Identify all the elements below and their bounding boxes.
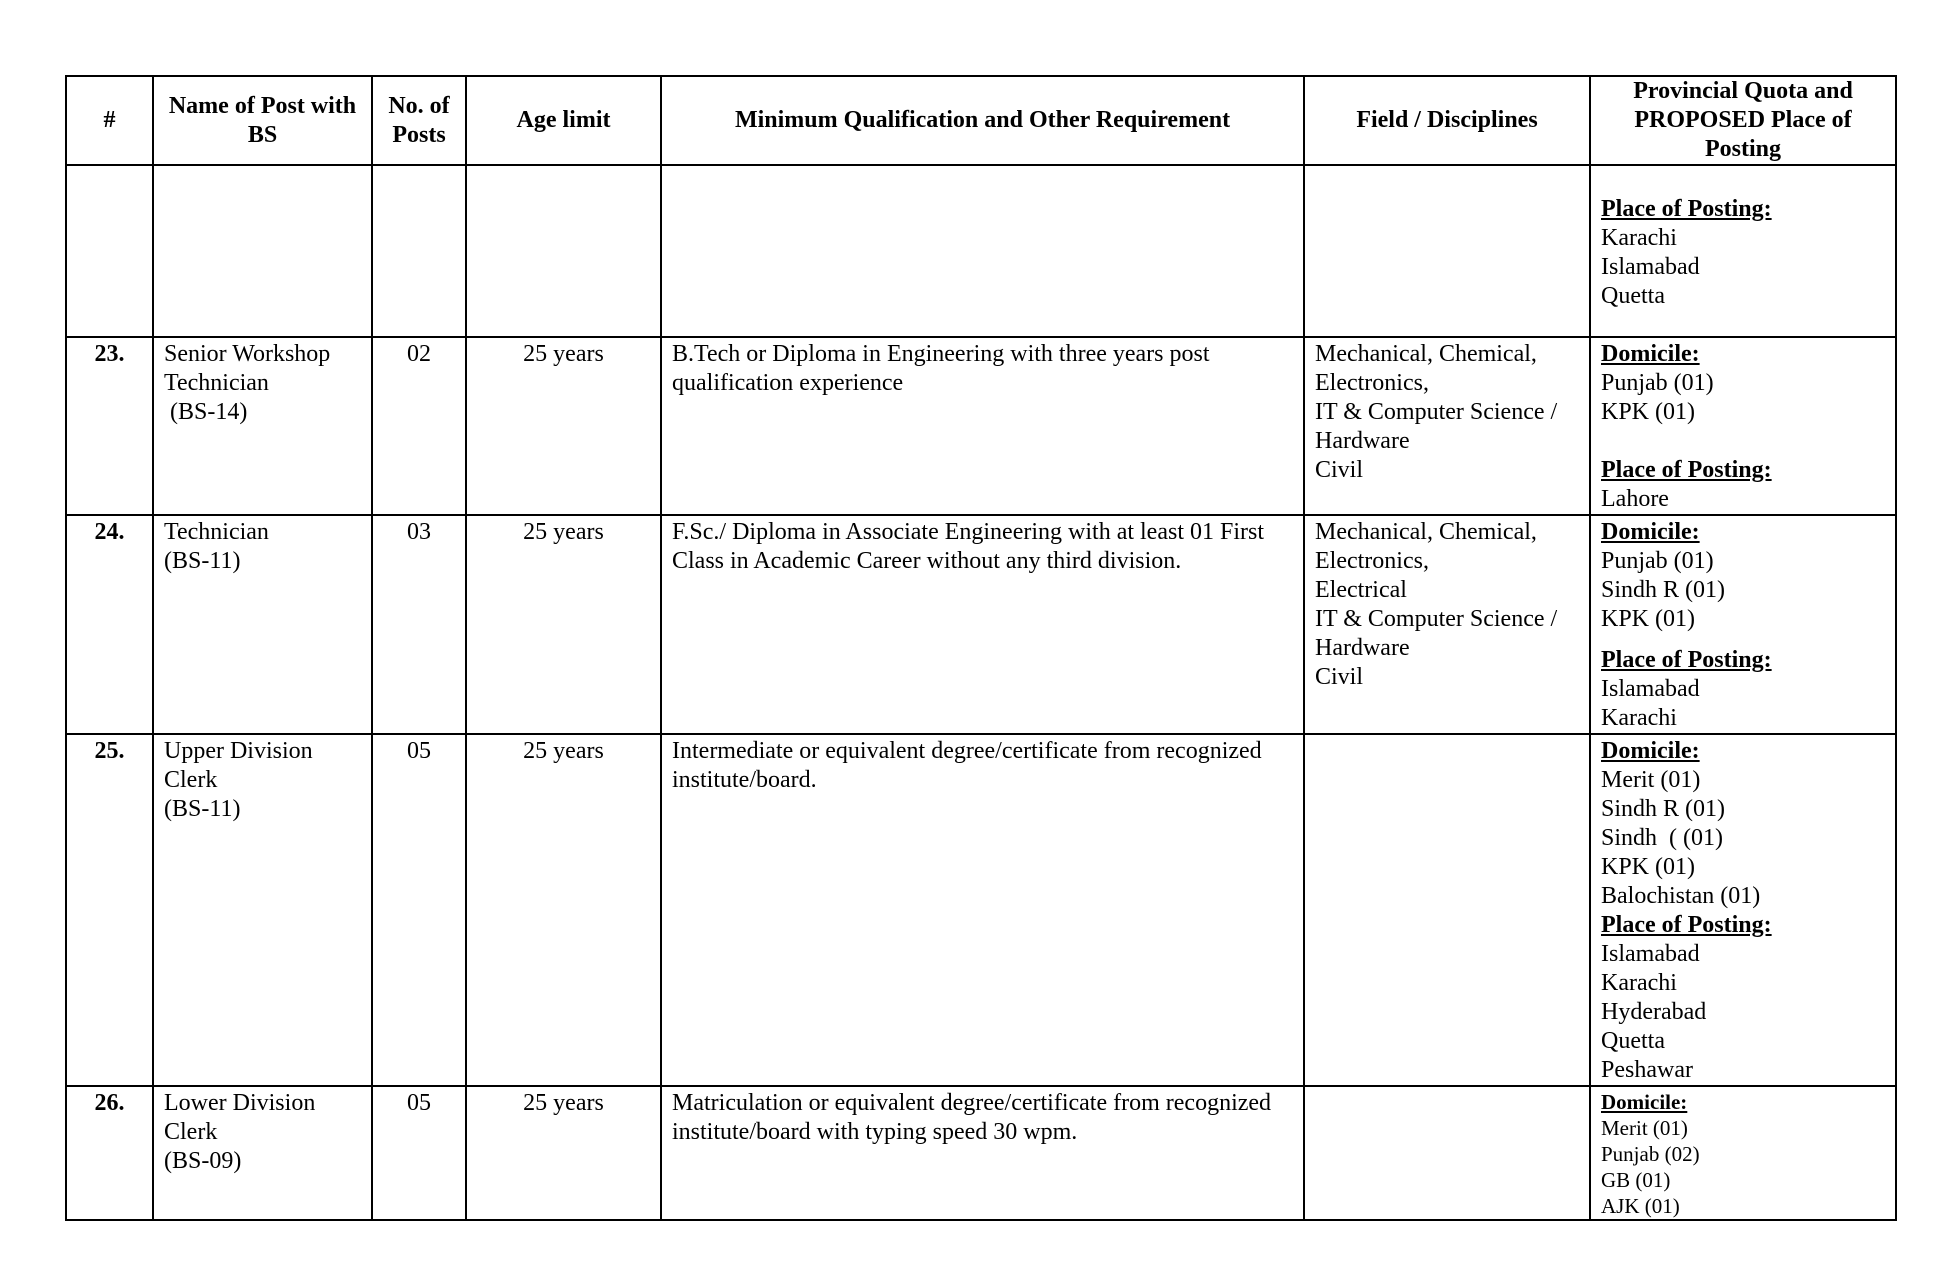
- domicile-item: Sindh ( (01): [1601, 825, 1723, 851]
- domicile-item: KPK (01): [1601, 399, 1695, 425]
- header-age: Age limit: [466, 76, 661, 165]
- domicile-item: Merit (01): [1601, 767, 1701, 793]
- field-line: Civil: [1315, 664, 1364, 690]
- cell-field: [1304, 515, 1590, 734]
- posting-label: Place of Posting:: [1601, 912, 1772, 938]
- cell-age: 25 years: [466, 1086, 661, 1220]
- header-quota: Provincial Quota and PROPOSED Place of Posting: [1590, 76, 1896, 165]
- cell-posts: 05: [372, 734, 466, 1086]
- domicile-item: AJK (01): [1601, 1194, 1680, 1218]
- posting-item: Islamabad: [1601, 941, 1700, 967]
- cell-age: [466, 165, 661, 337]
- cell-posts: 05: [372, 1086, 466, 1220]
- posting-label: Place of Posting:: [1601, 647, 1772, 673]
- cell-qualification: F.Sc./ Diploma in Associate Engineering with at least 01 First Class in Academic Career without any third division.: [661, 515, 1304, 734]
- cell-qualification: Intermediate or equivalent degree/certificate from recognized institute/board.: [661, 734, 1304, 1086]
- post-line: Upper Division: [164, 738, 313, 764]
- vacancy-table: [65, 75, 1897, 1221]
- cell-quota: [1590, 337, 1896, 515]
- cell-quota: [1590, 515, 1896, 734]
- domicile-item: Sindh R (01): [1601, 796, 1726, 822]
- domicile-item: KPK (01): [1601, 854, 1695, 880]
- domicile-label: Domicile:: [1601, 1090, 1688, 1114]
- cell-post: [153, 1086, 372, 1220]
- cell-post: [153, 515, 372, 734]
- post-line: Senior Workshop: [164, 341, 331, 367]
- header-qualification: Minimum Qualification and Other Requirement: [661, 76, 1304, 165]
- table-row: [66, 734, 1896, 1086]
- cell-num: 24.: [66, 515, 153, 734]
- posting-label: Place of Posting:: [1601, 196, 1772, 222]
- domicile-item: Punjab (01): [1601, 370, 1714, 396]
- cell-field: [1304, 1086, 1590, 1220]
- posting-item: Karachi: [1601, 225, 1677, 251]
- header-row: [66, 76, 1896, 165]
- posting-item: Karachi: [1601, 970, 1677, 996]
- cell-post: [153, 337, 372, 515]
- domicile-item: Balochistan (01): [1601, 883, 1761, 909]
- cell-quota: [1590, 1086, 1896, 1220]
- field-line: Hardware: [1315, 428, 1410, 454]
- posting-label: Place of Posting:: [1601, 457, 1772, 483]
- field-line: Mechanical, Chemical,: [1315, 519, 1537, 545]
- cell-age: 25 years: [466, 734, 661, 1086]
- header-post: Name of Post with BS: [153, 76, 372, 165]
- cell-quota: [1590, 165, 1896, 337]
- posting-item: Karachi: [1601, 705, 1677, 731]
- cell-field: [1304, 337, 1590, 515]
- field-line: Civil: [1315, 457, 1364, 483]
- domicile-item: Sindh R (01): [1601, 577, 1726, 603]
- cell-posts: 03: [372, 515, 466, 734]
- posting-item: Islamabad: [1601, 254, 1700, 280]
- posting-item: Peshawar: [1601, 1057, 1693, 1083]
- post-line: Clerk: [164, 1119, 218, 1145]
- field-line: Electronics,: [1315, 548, 1429, 574]
- cell-field: [1304, 165, 1590, 337]
- post-line: (BS-14): [164, 399, 248, 425]
- domicile-label: Domicile:: [1601, 738, 1700, 764]
- cell-num: 26.: [66, 1086, 153, 1220]
- post-line: (BS-11): [164, 796, 241, 822]
- field-line: Hardware: [1315, 635, 1410, 661]
- post-line: (BS-11): [164, 548, 241, 574]
- posting-item: Hyderabad: [1601, 999, 1707, 1025]
- domicile-item: GB (01): [1601, 1168, 1671, 1192]
- cell-post: [153, 734, 372, 1086]
- cell-quota: [1590, 734, 1896, 1086]
- cell-qualification: B.Tech or Diploma in Engineering with three years post qualification experience: [661, 337, 1304, 515]
- posting-item: Quetta: [1601, 283, 1665, 309]
- post-line: Clerk: [164, 767, 218, 793]
- cell-field: [1304, 734, 1590, 1086]
- cell-num: 25.: [66, 734, 153, 1086]
- header-num: #: [66, 76, 153, 165]
- post-line: Technician: [164, 519, 269, 545]
- cell-age: 25 years: [466, 515, 661, 734]
- cell-posts: 02: [372, 337, 466, 515]
- field-line: IT & Computer Science /: [1315, 399, 1558, 425]
- domicile-item: Punjab (01): [1601, 548, 1714, 574]
- table-row: [66, 1086, 1896, 1220]
- field-line: Mechanical, Chemical,: [1315, 341, 1537, 367]
- post-line: (BS-09): [164, 1148, 242, 1174]
- post-line: Technician: [164, 370, 269, 396]
- posting-item: Islamabad: [1601, 676, 1700, 702]
- posting-item: Lahore: [1601, 486, 1669, 512]
- field-line: Electrical: [1315, 577, 1407, 603]
- cell-qualification: Matriculation or equivalent degree/certificate from recognized institute/board with typing speed 30 wpm.: [661, 1086, 1304, 1220]
- table-row: [66, 165, 1896, 337]
- cell-qualification: [661, 165, 1304, 337]
- table-row: [66, 515, 1896, 734]
- domicile-label: Domicile:: [1601, 519, 1700, 545]
- header-posts: No. of Posts: [372, 76, 466, 165]
- domicile-item: Merit (01): [1601, 1116, 1688, 1140]
- cell-num: [66, 165, 153, 337]
- post-line: Lower Division: [164, 1090, 316, 1116]
- cell-num: 23.: [66, 337, 153, 515]
- field-line: IT & Computer Science /: [1315, 606, 1558, 632]
- cell-posts: [372, 165, 466, 337]
- domicile-item: KPK (01): [1601, 606, 1695, 632]
- table-row: [66, 337, 1896, 515]
- domicile-item: Punjab (02): [1601, 1142, 1700, 1166]
- cell-age: 25 years: [466, 337, 661, 515]
- posting-item: Quetta: [1601, 1028, 1665, 1054]
- domicile-label: Domicile:: [1601, 341, 1700, 367]
- cell-post: [153, 165, 372, 337]
- header-field: Field / Disciplines: [1304, 76, 1590, 165]
- field-line: Electronics,: [1315, 370, 1429, 396]
